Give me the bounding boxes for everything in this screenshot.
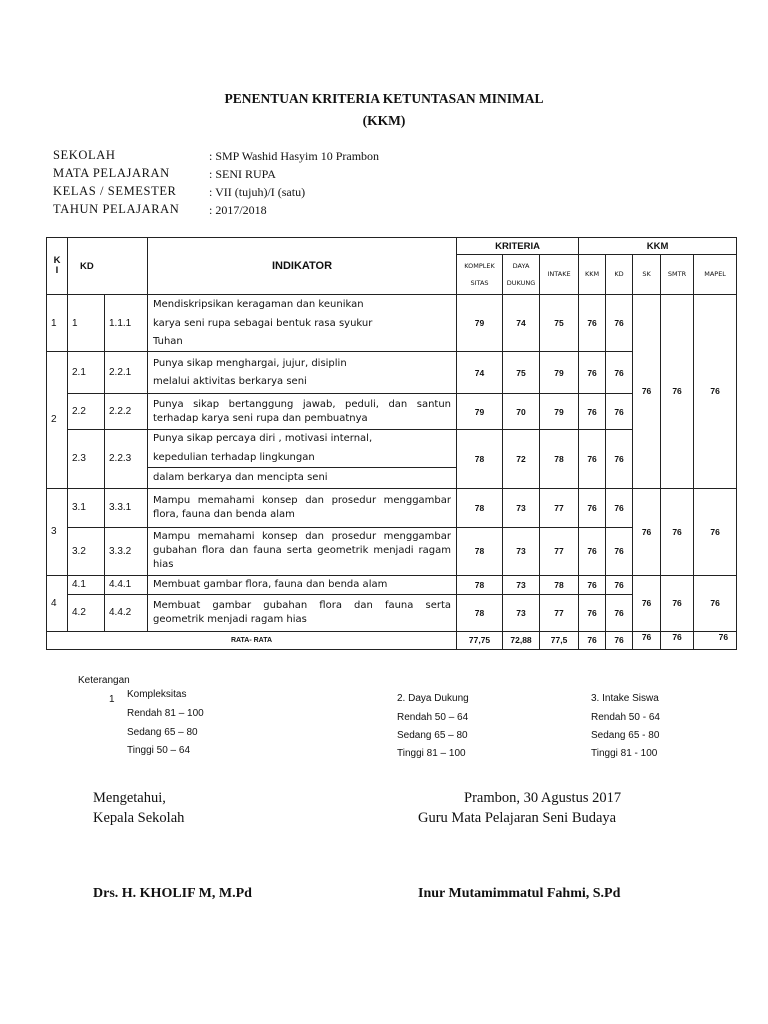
value-daya-dukung: 73 [503, 594, 540, 631]
keterangan-col1-item: Tinggi 50 – 64 [127, 745, 191, 756]
kd-cell: 4.1 [68, 575, 105, 594]
header-daya-dukung: DAYA DUKUNG [503, 255, 540, 295]
indikator-cell: Membuat gambar flora, fauna dan benda alam [148, 575, 457, 594]
value-kd: 76 [606, 527, 633, 575]
indikator-cell: Membuat gambar gubahan flora dan fauna serta geometrik menjadi ragam hias [148, 594, 457, 631]
header-kd-col: KD [606, 255, 633, 295]
value-smtr-group4: 76 [661, 575, 694, 631]
header-sk-col: SK [633, 255, 661, 295]
value-intake: 79 [540, 352, 579, 394]
value-intake: 75 [540, 295, 579, 352]
value-kompleksitas: 78 [457, 594, 503, 631]
code-cell: 1.1.1 [105, 295, 148, 352]
keterangan-col1-number: 1 [109, 694, 115, 705]
info-value-sekolah: : SMP Washid Hasyim 10 Prambon [209, 149, 380, 163]
keterangan-col2-item: Rendah 50 – 64 [397, 712, 469, 723]
header-kompleksitas: KOMPLEK SITAS [457, 255, 503, 295]
value-intake: 79 [540, 394, 579, 430]
value-kkm: 76 [579, 430, 606, 488]
value-daya-dukung: 70 [503, 394, 540, 430]
indikator-cell: Mampu memahami konsep dan prosedur menggambar gubahan flora dan fauna serta geometrik menjadi ragam hias [148, 527, 457, 575]
value-sk-group4: 76 [633, 575, 661, 631]
kkm-table [46, 237, 737, 650]
value-smtr-group12: 76 [661, 295, 694, 488]
header-kriteria: KRITERIA [457, 238, 579, 255]
signature-left-name: Drs. H. KHOLIF M, M.Pd [93, 886, 252, 901]
ki-cell: 1 [47, 295, 68, 352]
value-intake: 77 [540, 488, 579, 527]
value-kkm: 76 [579, 352, 606, 394]
indikator-cell: Punya sikap bertanggung jawab, peduli, dan santun terhadap karya seni rupa dan pembuatnya [148, 394, 457, 430]
value-sk-group3: 76 [633, 488, 661, 575]
value-mapel-group4: 76 [694, 575, 737, 631]
table-row [47, 488, 737, 527]
rata-intake: 77,5 [540, 631, 579, 649]
info-value-kelas: : VII (tujuh)/I (satu) [209, 185, 306, 199]
value-kkm: 76 [579, 488, 606, 527]
rata-kkm: 76 [579, 631, 606, 649]
header-kkm-col: KKM [579, 255, 606, 295]
code-cell: 4.4.2 [105, 594, 148, 631]
keterangan-title: Keterangan [78, 675, 130, 686]
rata-kd: 76 [606, 631, 633, 649]
table-row [47, 575, 737, 594]
value-daya-dukung: 73 [503, 527, 540, 575]
signature-right-name: Inur Mutamimmatul Fahmi, S.Pd [418, 886, 621, 901]
info-label-sekolah: SEKOLAH [53, 148, 116, 162]
rata-smtr: 76 [661, 631, 694, 649]
info-label-mapel: MATA PELAJARAN [53, 166, 170, 180]
value-kd: 76 [606, 430, 633, 488]
indikator-cell: Punya sikap menghargai, jujur, disiplin melalui aktivitas berkarya seni [148, 352, 457, 394]
value-kompleksitas: 78 [457, 527, 503, 575]
keterangan-col3-item: Sedang 65 - 80 [591, 730, 660, 741]
signature-right-line2: Guru Mata Pelajaran Seni Budaya [418, 810, 617, 826]
kd-cell: 3.1 [68, 488, 105, 527]
code-cell: 3.3.1 [105, 488, 148, 527]
ki-cell: 2 [47, 352, 68, 488]
info-label-tahun: TAHUN PELAJARAN [53, 202, 180, 216]
value-kompleksitas: 78 [457, 488, 503, 527]
value-daya-dukung: 73 [503, 488, 540, 527]
value-kd: 76 [606, 295, 633, 352]
value-kkm: 76 [579, 394, 606, 430]
indikator-cell: Mendiskripsikan keragaman dan keunikan karya seni rupa sebagai bentuk rasa syukur Tuhan [148, 295, 457, 352]
info-value-tahun: : 2017/2018 [209, 203, 267, 217]
value-intake: 78 [540, 575, 579, 594]
keterangan-col1-title: Kompleksitas [127, 689, 187, 700]
value-mapel-group3: 76 [694, 488, 737, 575]
signature-left-line1: Mengetahui, [93, 790, 166, 806]
code-cell: 3.3.2 [105, 527, 148, 575]
indikator-cell: Mampu memahami konsep dan prosedur menggambar flora, fauna dan benda alam [148, 488, 457, 527]
ki-cell: 4 [47, 575, 68, 631]
value-kompleksitas: 78 [457, 575, 503, 594]
kd-cell: 2.1 [68, 352, 105, 394]
rata-sk: 76 [633, 631, 661, 649]
value-kompleksitas: 79 [457, 295, 503, 352]
keterangan-col3-item: Rendah 50 - 64 [591, 712, 660, 723]
code-cell: 4.4.1 [105, 575, 148, 594]
rata-rata-row [47, 631, 737, 649]
info-value-mapel: : SENI RUPA [209, 167, 276, 181]
signature-right-line1: Prambon, 30 Agustus 2017 [464, 790, 622, 806]
rata-daya-dukung: 72,88 [503, 631, 540, 649]
value-kd: 76 [606, 575, 633, 594]
value-intake: 77 [540, 594, 579, 631]
kd-cell: 2.3 [68, 430, 105, 488]
value-kd: 76 [606, 594, 633, 631]
value-kkm: 76 [579, 594, 606, 631]
value-kkm: 76 [579, 295, 606, 352]
kd-cell: 2.2 [68, 394, 105, 430]
value-kd: 76 [606, 488, 633, 527]
value-kd: 76 [606, 394, 633, 430]
header-kd: KD [68, 238, 148, 295]
value-daya-dukung: 74 [503, 295, 540, 352]
keterangan-col3-item: Tinggi 81 - 100 [591, 748, 658, 759]
value-mapel-group12: 76 [694, 295, 737, 488]
signature-left-line2: Kepala Sekolah [93, 810, 185, 826]
info-label-kelas: KELAS / SEMESTER [53, 184, 177, 198]
rata-rata-label: RATA- RATA [47, 631, 457, 649]
table-row [47, 295, 737, 352]
keterangan-col2-item: Sedang 65 – 80 [397, 730, 468, 741]
indikator-cell: Punya sikap percaya diri , motivasi internal, kepedulian terhadap lingkungan dalam berkarya dan mencipta seni [148, 430, 457, 488]
header-smtr-col: SMTR [661, 255, 694, 295]
rata-mapel: 76 [694, 631, 737, 649]
value-sk-group12: 76 [633, 295, 661, 488]
value-kompleksitas: 74 [457, 352, 503, 394]
value-smtr-group3: 76 [661, 488, 694, 575]
keterangan-col3-title: 3. Intake Siswa [591, 693, 659, 704]
value-kd: 76 [606, 352, 633, 394]
rata-kompleksitas: 77,75 [457, 631, 503, 649]
header-indikator: INDIKATOR [148, 238, 457, 295]
kd-cell: 1 [68, 295, 105, 352]
ki-cell: 3 [47, 488, 68, 575]
code-cell: 2.2.2 [105, 394, 148, 430]
value-kkm: 76 [579, 575, 606, 594]
keterangan-col2-item: Tinggi 81 – 100 [397, 748, 466, 759]
value-kompleksitas: 78 [457, 430, 503, 488]
keterangan-col1-item: Rendah 81 – 100 [127, 708, 204, 719]
table-header-row [47, 238, 737, 255]
code-cell: 2.2.1 [105, 352, 148, 394]
header-mapel-col: MAPEL [694, 255, 737, 295]
kd-cell: 3.2 [68, 527, 105, 575]
value-intake: 78 [540, 430, 579, 488]
code-cell: 2.2.3 [105, 430, 148, 488]
header-ki: K I [47, 238, 68, 295]
value-daya-dukung: 75 [503, 352, 540, 394]
document-subtitle: (KKM) [362, 113, 406, 128]
value-intake: 77 [540, 527, 579, 575]
keterangan-col1-item: Sedang 65 – 80 [127, 727, 198, 738]
document-title: PENENTUAN KRITERIA KETUNTASAN MINIMAL [224, 91, 544, 106]
value-daya-dukung: 73 [503, 575, 540, 594]
kd-cell: 4.2 [68, 594, 105, 631]
value-kkm: 76 [579, 527, 606, 575]
keterangan-col2-title: 2. Daya Dukung [397, 693, 469, 704]
value-daya-dukung: 72 [503, 430, 540, 488]
header-intake: INTAKE [540, 255, 579, 295]
header-kkm: KKM [579, 238, 737, 255]
value-kompleksitas: 79 [457, 394, 503, 430]
